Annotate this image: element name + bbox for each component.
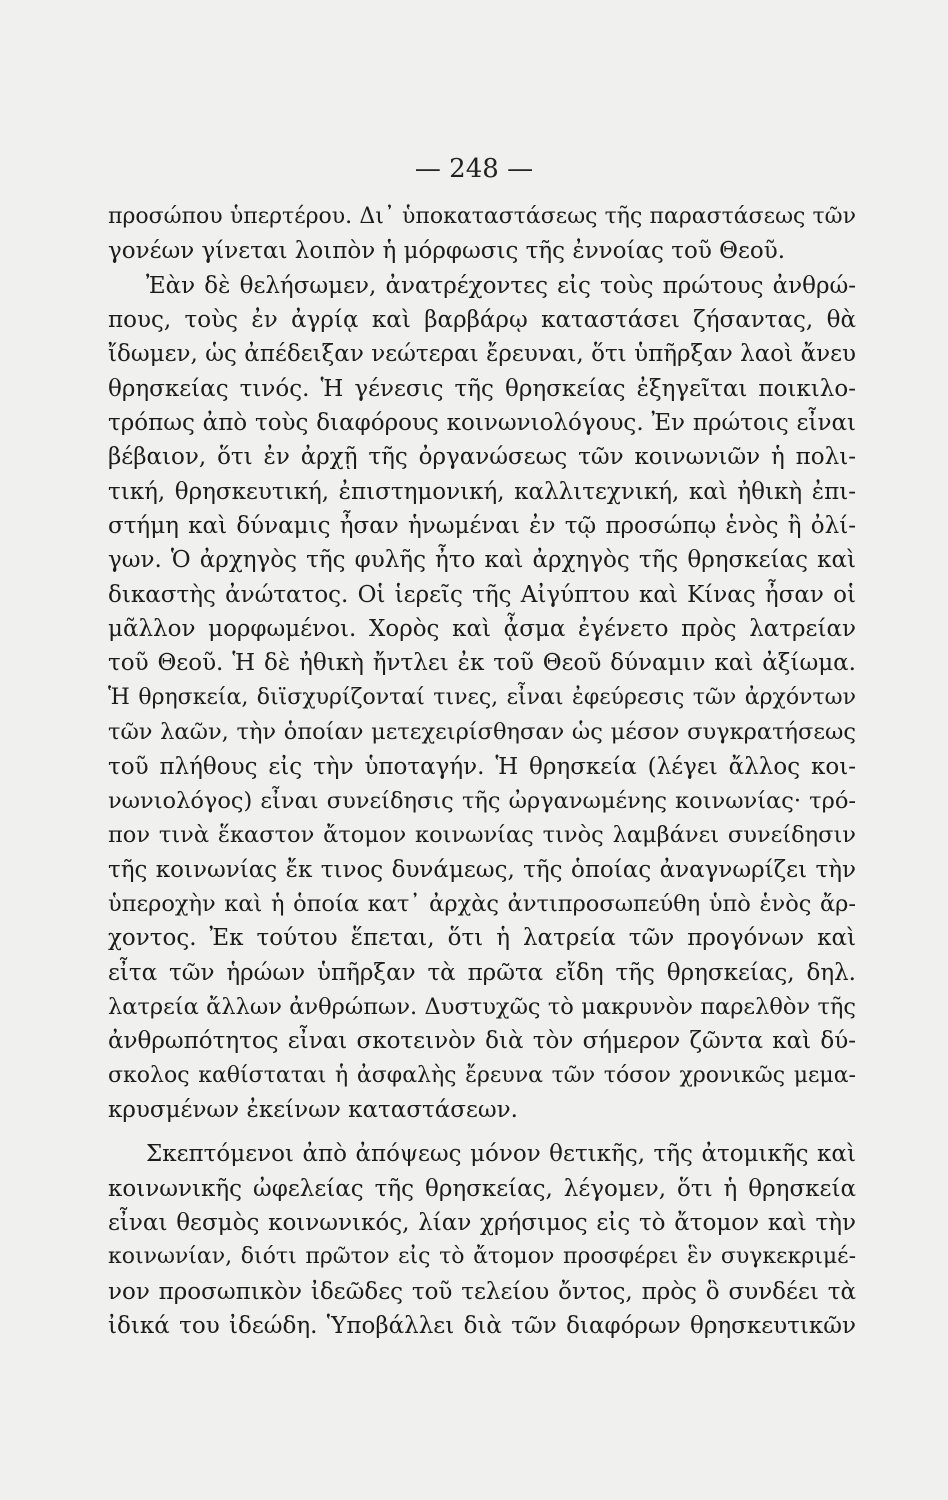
- text-line: εἶτα τῶν ἡρώων ὑπῆρξαν τὰ πρῶτα εἴδη τῆς θρησκείας, δηλ.: [108, 959, 856, 986]
- text-line: χοντος. Ἐκ τούτου ἕπεται, ὅτι ἡ λατρεία τῶν προγόνων καὶ: [108, 925, 856, 952]
- text-line: τική, θρησκευτική, ἐπιστημονική, καλλιτεχνική, καὶ ἠθικὴ ἐπι-: [108, 478, 856, 505]
- text-line: τοῦ Θεοῦ. Ἡ δὲ ἠθικὴ ἤντλει ἐκ τοῦ Θεοῦ δύναμιν καὶ ἀξίωμα.: [108, 650, 856, 677]
- text-line: γων. Ὁ ἀρχηγὸς τῆς φυλῆς ἦτο καὶ ἀρχηγὸς τῆς θρησκείας καὶ: [108, 547, 856, 574]
- text-line: δικαστὴς ἀνώτατος. Οἱ ἱερεῖς τῆς Αἰγύπτου καὶ Κίνας ἦσαν οἱ: [108, 581, 856, 608]
- text-line: πον τινὰ ἕκαστον ἄτομον κοινωνίας τινὸς λαμβάνει συνείδησιν: [108, 822, 856, 849]
- text-line: τῶν λαῶν, τὴν ὁποίαν μετεχειρίσθησαν ὡς μέσον συγκρατήσεως: [108, 719, 856, 746]
- text-line: ἀνθρωπότητος εἶναι σκοτεινὸν διὰ τὸν σήμερον ζῶντα καὶ δύ-: [108, 1028, 856, 1055]
- text-line: κρυσμένων ἐκείνων καταστάσεων.: [108, 1096, 518, 1123]
- text-line: θρησκείας τινός. Ἡ γένεσις τῆς θρησκείας ἐξηγεῖται ποικιλο-: [108, 375, 856, 402]
- text-line: στήμη καὶ δύναμις ἦσαν ἡνωμέναι ἐν τῷ προσώπῳ ἑνὸς ἢ ὀλί-: [108, 513, 856, 540]
- text-line: Σκεπτόμενοι ἀπὸ ἀπόψεως μόνον θετικῆς, τῆς ἀτομικῆς καὶ: [146, 1141, 856, 1168]
- text-line: μᾶλλον μορφωμένοι. Χορὸς καὶ ᾆσμα ἐγένετο πρὸς λατρείαν: [108, 616, 856, 643]
- text-line: Ἡ θρησκεία, διϊσχυρίζονταί τινες, εἶναι ἐφεύρεσις τῶν ἀρχόντων: [108, 684, 856, 710]
- body-text: [108, 200, 856, 1343]
- text-line: γονέων γίνεται λοιπὸν ἡ μόρφωσις τῆς ἐννοίας τοῦ Θεοῦ.: [108, 238, 786, 265]
- text-line: Ἐὰν δὲ θελήσωμεν, ἀνατρέχοντες εἰς τοὺς πρώτους ἀνθρώ-: [146, 272, 856, 299]
- text-line: ὑπεροχὴν καὶ ἡ ὁποία κατ᾽ ἀρχὰς ἀντιπροσωπεύθη ὑπὸ ἑνὸς ἄρ-: [108, 890, 856, 917]
- text-line: βέβαιον, ὅτι ἐν ἀρχῇ τῆς ὀργανώσεως τῶν κοινωνιῶν ἡ πολι-: [108, 444, 856, 471]
- text-line: σκολος καθίσταται ἡ ἀσφαλὴς ἔρευνα τῶν τόσον χρονικῶς μεμα-: [108, 1062, 856, 1088]
- text-line: ἰδικά του ἰδεώδη. Ὑποβάλλει διὰ τῶν διαφόρων θρησκευτικῶν: [108, 1313, 856, 1339]
- text-line: τοῦ πλήθους εἰς τὴν ὑποταγήν. Ἡ θρησκεία (λέγει ἄλλος κοι-: [108, 753, 856, 780]
- page-number: — 248 —: [414, 154, 534, 184]
- text-line: πους, τοὺς ἐν ἀγρίᾳ καὶ βαρβάρῳ καταστάσει ζήσαντας, θὰ: [108, 307, 856, 334]
- text-line: κοινωνίαν, διότι πρῶτον εἰς τὸ ἄτομον προσφέρει ἓν συγκεκριμέ-: [108, 1244, 856, 1270]
- text-line: εἶναι θεσμὸς κοινωνικός, λίαν χρήσιμος εἰς τὸ ἄτομον καὶ τὴν: [108, 1209, 856, 1236]
- text-line: κοινωνικῆς ὠφελείας τῆς θρησκείας, λέγομεν, ὅτι ἡ θρησκεία: [108, 1175, 856, 1202]
- text-line: ἴδωμεν, ὡς ἀπέδειξαν νεώτεραι ἔρευναι, ὅτι ὑπῆρξαν λαοὶ ἄνευ: [108, 341, 856, 368]
- text-line: νωνιολόγος) εἶναι συνείδησις τῆς ὠργανωμένης κοινωνίας· τρό-: [108, 787, 856, 814]
- text-line: τρόπως ἀπὸ τοὺς διαφόρους κοινωνιολόγους. Ἐν πρώτοις εἶναι: [108, 410, 856, 437]
- text-line: τῆς κοινωνίας ἔκ τινος δυνάμεως, τῆς ὁποίας ἀναγνωρίζει τὴν: [108, 856, 856, 883]
- text-line: νον προσωπικὸν ἰδεῶδες τοῦ τελείου ὄντος, πρὸς ὃ συνδέει τὰ: [108, 1278, 856, 1305]
- text-line: λατρεία ἄλλων ἀνθρώπων. Δυστυχῶς τὸ μακρυνὸν παρελθὸν τῆς: [108, 993, 856, 1020]
- text-line: προσώπου ὑπερτέρου. Δι᾽ ὑποκαταστάσεως τῆς παραστάσεως τῶν: [108, 204, 856, 229]
